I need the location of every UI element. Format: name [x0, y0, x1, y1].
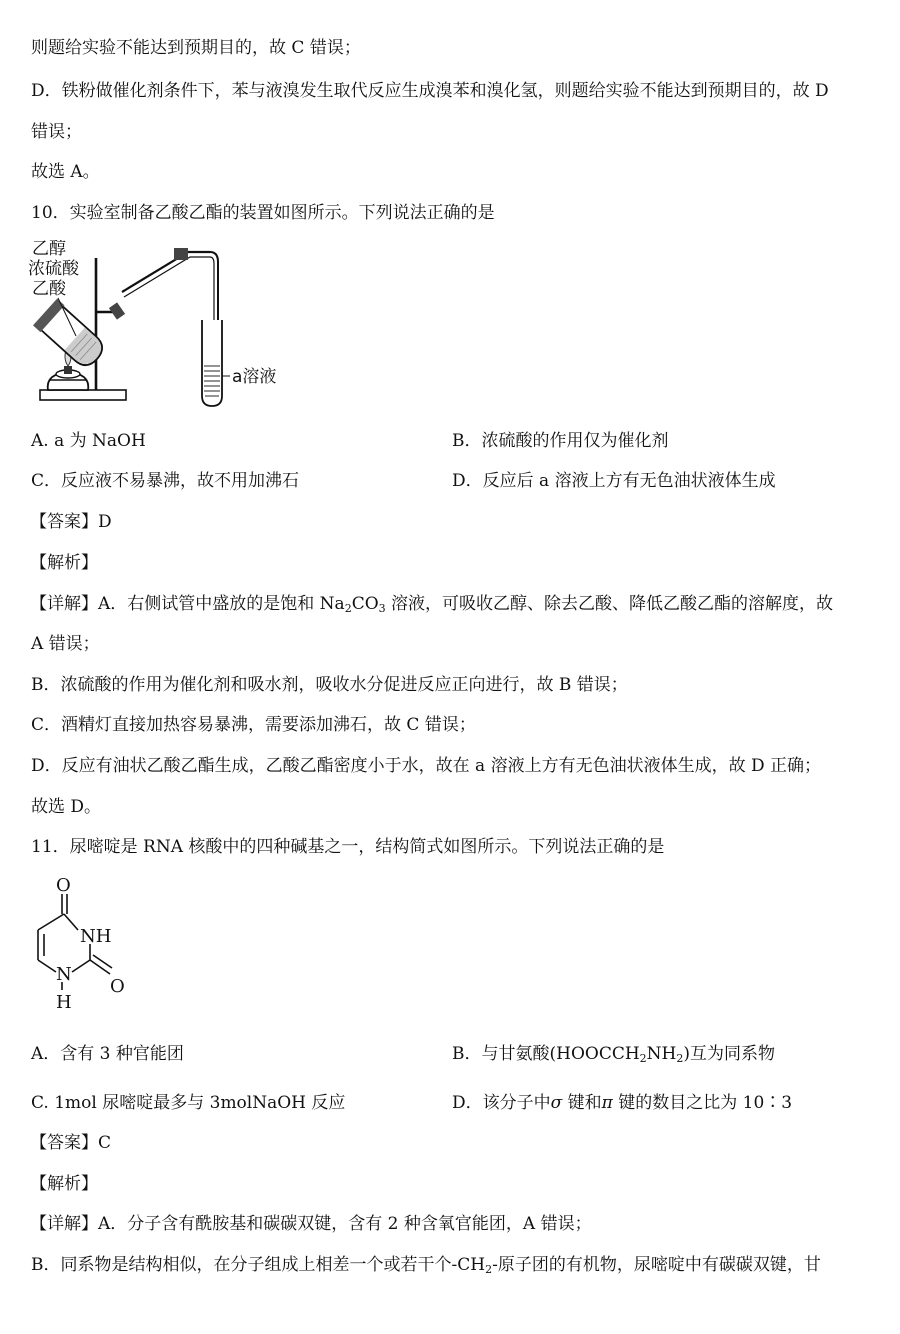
atom-o-right: O [110, 976, 125, 997]
text-line: 则题给实验不能达到预期目的，故 C 错误； [31, 38, 361, 58]
answer-label: 【答案】C [30, 1133, 112, 1153]
answer-label: 【答案】D [30, 512, 112, 532]
detail-c: C．酒精灯直接加热容易暴沸，需要添加沸石，故 C 错误； [31, 715, 476, 735]
option-d: D．反应后 a 溶液上方有无色油状液体生成 [452, 471, 776, 491]
atom-o-top: O [56, 875, 71, 896]
question-10-stem: 10．实验室制备乙酸乙酯的装置如图所示。下列说法正确的是 [31, 203, 495, 223]
option-d: D．该分子中σ 键和π 键的数目之比为 10∶3 [452, 1093, 793, 1113]
option-c: C．反应液不易暴沸，故不用加沸石 [31, 471, 300, 491]
text-line: 错误； [31, 122, 82, 142]
detail-a: 【详解】A．右侧试管中盛放的是饱和 $Na_2CO_3$ 溶液，可吸收乙醇、除去乙酸、降低乙酸乙酯的溶解度，故 [30, 594, 834, 615]
atom-nh: NH [80, 926, 112, 947]
option-b: B．与甘氨酸$(HOOCCH_2NH_2)$互为同系物 [452, 1044, 776, 1065]
option-b: B．浓硫酸的作用仅为催化剂 [452, 431, 669, 451]
text-line: D．铁粉做催化剂条件下，苯与液溴发生取代反应生成溴苯和溴化氢，则题给实验不能达到预期目的，故 D [31, 81, 829, 101]
detail-b: B．同系物是结构相似，在分子组成上相差一个或若干个$-CH_2-$原子团的有机物，尿嘧啶中有碳碳双键，甘 [31, 1255, 821, 1276]
ester-apparatus-figure [28, 240, 288, 410]
detail-b: B．浓硫酸的作用为催化剂和吸水剂，吸收水分促进反应正向进行，故 B 错误； [31, 675, 628, 695]
uracil-structure-figure [28, 872, 158, 1022]
label-a-solution: a溶液 [232, 367, 277, 387]
analysis-label: 【解析】 [30, 553, 98, 573]
select-line: 故选 D。 [31, 797, 102, 817]
text-line: 故选 A。 [31, 162, 100, 182]
atom-n-bottom: N [56, 964, 72, 985]
label-ethanol: 乙醇 [32, 240, 66, 259]
option-a: A. a 为 NaOH [31, 431, 146, 451]
detail-a-cont: A 错误； [31, 634, 100, 654]
detail-d: D．反应有油状乙酸乙酯生成，乙酸乙酯密度小于水，故在 a 溶液上方有无色油状液体生成，故 D 正确； [31, 756, 822, 776]
option-a: A．含有 3 种官能团 [31, 1044, 184, 1064]
label-acetic-acid: 乙酸 [32, 279, 66, 299]
analysis-label: 【解析】 [30, 1174, 98, 1194]
question-11-stem: 11．尿嘧啶是 RNA 核酸中的四种碱基之一，结构简式如图所示。下列说法正确的是 [31, 837, 665, 857]
option-c: C. 1mol 尿嘧啶最多与 3molNaOH 反应 [31, 1093, 346, 1113]
detail-a: 【详解】A．分子含有酰胺基和碳碳双键，含有 2 种含氧官能团，A 错误； [30, 1214, 592, 1234]
label-conc-sulfuric: 浓硫酸 [28, 259, 79, 279]
atom-h-bottom: H [56, 992, 72, 1013]
